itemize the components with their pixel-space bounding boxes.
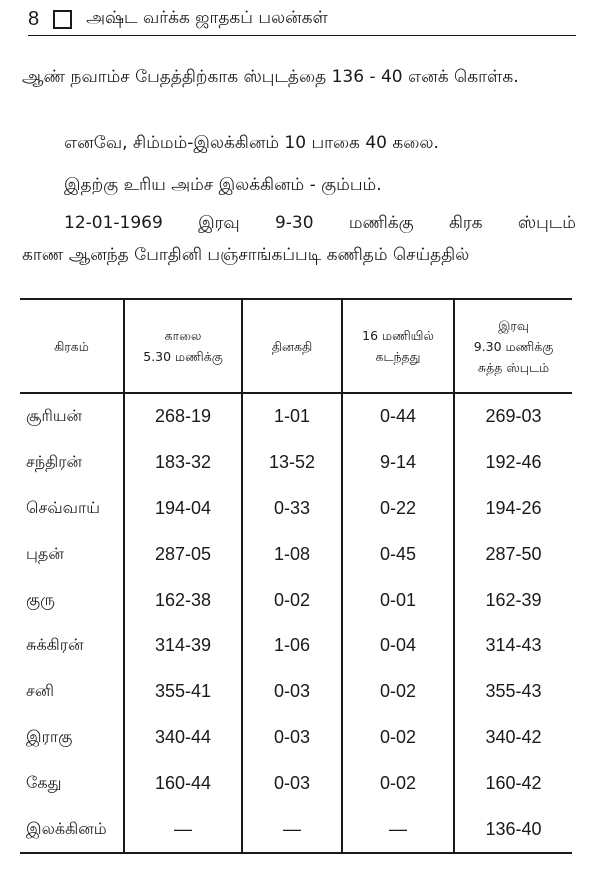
daily-motion-cell: 1-01 bbox=[242, 393, 342, 440]
paragraph-4-word: இரவு bbox=[198, 213, 240, 233]
table-row bbox=[20, 440, 572, 486]
night-position-cell: 162-39 bbox=[454, 577, 572, 623]
night-position-cell: 269-03 bbox=[454, 393, 572, 440]
planet-position-table bbox=[20, 298, 572, 854]
planet-name-cell: சுக்கிரன் bbox=[20, 623, 124, 669]
table-row bbox=[20, 806, 572, 853]
square-box-icon bbox=[53, 10, 72, 29]
paragraph-3: இதற்கு உரிய அம்ச இலக்கினம் - கும்பம். bbox=[64, 175, 382, 195]
daily-motion-cell: 1-08 bbox=[242, 531, 342, 577]
elapsed-cell: 0-45 bbox=[342, 531, 454, 577]
night-position-cell: 194-26 bbox=[454, 486, 572, 532]
elapsed-cell: 0-04 bbox=[342, 623, 454, 669]
table-header-row bbox=[20, 299, 572, 393]
paragraph-4-word: மணிக்கு bbox=[348, 213, 414, 233]
header-rule bbox=[28, 35, 576, 36]
morning-position-cell: 162-38 bbox=[124, 577, 242, 623]
table-row bbox=[20, 531, 572, 577]
night-position-cell: 314-43 bbox=[454, 623, 572, 669]
planet-name-cell: இலக்கினம் bbox=[20, 806, 124, 853]
page-number: 8 bbox=[28, 7, 40, 30]
planet-name-cell: இராகு bbox=[20, 715, 124, 761]
elapsed-cell: 9-14 bbox=[342, 440, 454, 486]
night-position-cell: 160-42 bbox=[454, 760, 572, 806]
header-elapsed bbox=[342, 299, 454, 393]
daily-motion-cell: 0-03 bbox=[242, 669, 342, 715]
morning-position-cell: 314-39 bbox=[124, 623, 242, 669]
planet-name-cell: சந்திரன் bbox=[20, 440, 124, 486]
night-position-cell: 287-50 bbox=[454, 531, 572, 577]
header-line: காலை bbox=[164, 328, 202, 343]
header-line: 9.30 மணிக்கு bbox=[473, 338, 554, 354]
planet-name-cell: சூரியன் bbox=[20, 393, 124, 440]
paragraph-5: காண ஆனந்த போதினி பஞ்சாங்கப்படி கணிதம் செய்ததில் bbox=[22, 245, 470, 265]
planet-name-cell: சனி bbox=[20, 669, 124, 715]
daily-motion-cell: 13-52 bbox=[242, 440, 342, 486]
paragraph-1: ஆண் நவாம்ச பேதத்திற்காக ஸ்புடத்தை 136 - 40 எனக் கொள்க. bbox=[22, 67, 519, 87]
planet-name-cell: கேது bbox=[20, 760, 124, 806]
night-position-cell: 355-43 bbox=[454, 669, 572, 715]
planet-name-cell: செவ்வாய் bbox=[20, 486, 124, 532]
table-row bbox=[20, 486, 572, 532]
table-header bbox=[20, 299, 572, 393]
header-daily-motion bbox=[242, 299, 342, 393]
header-line: இரவு bbox=[498, 317, 529, 333]
morning-position-cell: 287-05 bbox=[124, 531, 242, 577]
paragraph-4-word: கிரக bbox=[448, 213, 483, 233]
paragraph-4-word: 9-30 bbox=[274, 213, 314, 233]
elapsed-cell: — bbox=[342, 806, 454, 853]
table-row bbox=[20, 760, 572, 806]
header-night-position bbox=[454, 299, 572, 393]
daily-motion-cell: 0-03 bbox=[242, 760, 342, 806]
header-line: சுத்த ஸ்புடம் bbox=[477, 359, 550, 375]
table-row bbox=[20, 715, 572, 761]
morning-position-cell: 340-44 bbox=[124, 715, 242, 761]
header-line: தினகதி bbox=[271, 338, 313, 354]
morning-position-cell: 268-19 bbox=[124, 393, 242, 440]
daily-motion-cell: 0-03 bbox=[242, 715, 342, 761]
elapsed-cell: 0-44 bbox=[342, 393, 454, 440]
morning-position-cell: 160-44 bbox=[124, 760, 242, 806]
page-header bbox=[28, 6, 576, 32]
paragraph-2: எனவே, சிம்மம்-இலக்கினம் 10 பாகை 40 கலை. bbox=[64, 133, 439, 153]
table-row bbox=[20, 393, 572, 440]
paragraph-4-word: ஸ்புடம் bbox=[517, 213, 576, 233]
planet-name-cell: குரு bbox=[20, 577, 124, 623]
elapsed-cell: 0-22 bbox=[342, 486, 454, 532]
book-title: அஷ்ட வர்க்க ஜாதகப் பலன்கள் bbox=[86, 8, 328, 28]
morning-position-cell: 355-41 bbox=[124, 669, 242, 715]
header-line: கடந்தது bbox=[375, 349, 421, 364]
paragraph-4-word: 12-01-1969 bbox=[64, 213, 163, 233]
morning-position-cell: 194-04 bbox=[124, 486, 242, 532]
daily-motion-cell: 1-06 bbox=[242, 623, 342, 669]
daily-motion-cell: — bbox=[242, 806, 342, 853]
night-position-cell: 340-42 bbox=[454, 715, 572, 761]
daily-motion-cell: 0-02 bbox=[242, 577, 342, 623]
header-planet bbox=[20, 299, 124, 393]
header-line: 5.30 மணிக்கு bbox=[143, 349, 223, 364]
table-row bbox=[20, 669, 572, 715]
elapsed-cell: 0-02 bbox=[342, 669, 454, 715]
paragraph-4 bbox=[64, 208, 576, 238]
elapsed-cell: 0-02 bbox=[342, 760, 454, 806]
elapsed-cell: 0-02 bbox=[342, 715, 454, 761]
daily-motion-cell: 0-33 bbox=[242, 486, 342, 532]
table-row bbox=[20, 623, 572, 669]
header-line: 16 மணியில் bbox=[362, 328, 434, 343]
header-morning-position bbox=[124, 299, 242, 393]
night-position-cell: 192-46 bbox=[454, 440, 572, 486]
elapsed-cell: 0-01 bbox=[342, 577, 454, 623]
table-body bbox=[20, 393, 572, 853]
table-row bbox=[20, 577, 572, 623]
morning-position-cell: — bbox=[124, 806, 242, 853]
morning-position-cell: 183-32 bbox=[124, 440, 242, 486]
night-position-cell: 136-40 bbox=[454, 806, 572, 853]
planet-name-cell: புதன் bbox=[20, 531, 124, 577]
header-line: கிரகம் bbox=[54, 338, 89, 354]
